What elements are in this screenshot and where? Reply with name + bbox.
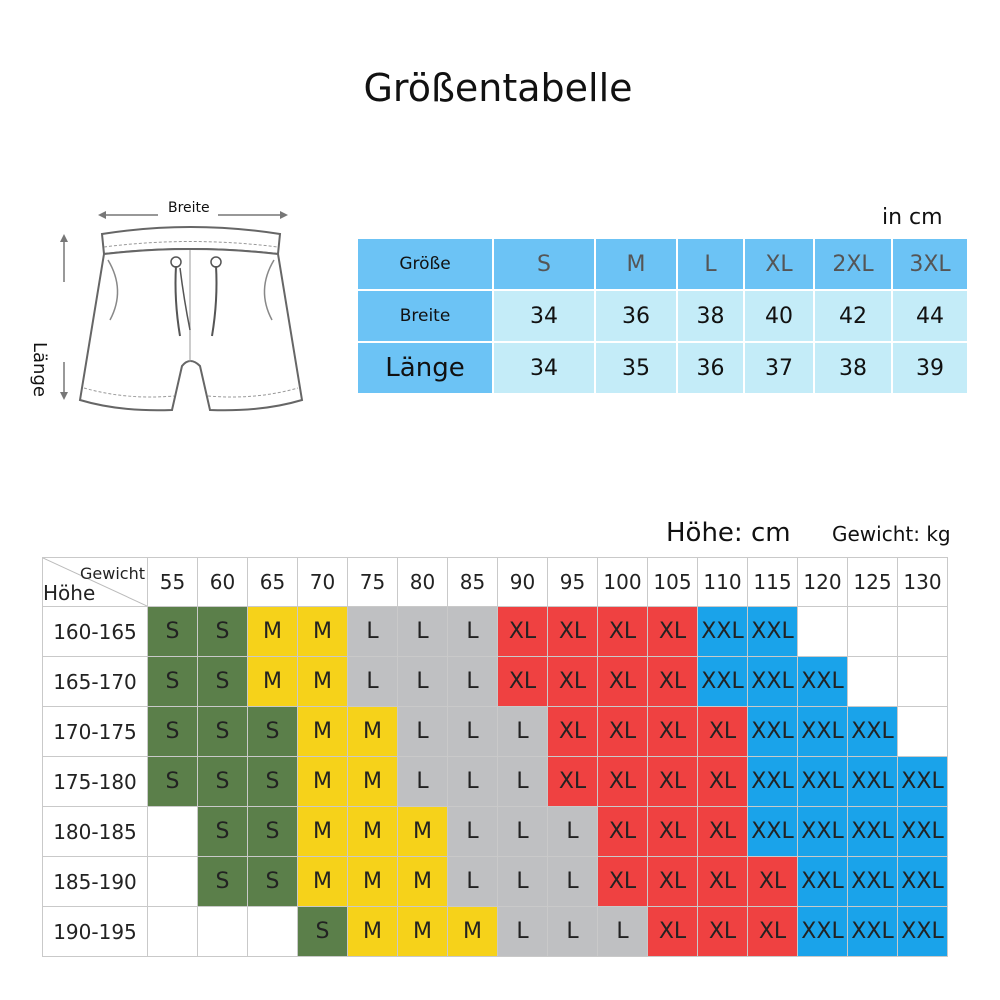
corner-height-label: Höhe [43,581,96,605]
size-cell: XL [748,857,798,907]
size-cell [898,607,948,657]
width-label: Breite [168,200,210,216]
size-cell: XXL [848,707,898,757]
size-cell: XL [744,238,814,290]
table-row [43,907,948,957]
size-cell: XL [598,857,648,907]
height-label: 180-185 [43,807,148,857]
size-cell: XL [548,757,598,807]
height-label: 185-190 [43,857,148,907]
size-cell: M [348,757,398,807]
size-cell: M [398,857,448,907]
size-cell: M [298,707,348,757]
size-cell: XXL [898,757,948,807]
size-cell [798,607,848,657]
size-cell: L [348,607,398,657]
size-cell: S [198,757,248,807]
size-cell: L [398,607,448,657]
size-cell: M [448,907,498,957]
value-cell: 37 [744,342,814,394]
weight-header: 120 [798,558,848,607]
size-cell [248,907,298,957]
value-cell: 42 [814,290,892,342]
size-cell: 2XL [814,238,892,290]
size-cell: L [448,857,498,907]
table-row [357,342,968,394]
size-cell: XL [598,657,648,707]
size-cell: XL [648,857,698,907]
table-row [43,807,948,857]
value-cell: 36 [595,290,677,342]
size-cell: S [198,607,248,657]
size-cell: S [148,707,198,757]
size-cell [148,857,198,907]
size-cell: XXL [898,807,948,857]
size-cell: XXL [898,907,948,957]
size-recommendation-grid [42,557,948,957]
size-cell: M [348,857,398,907]
size-cell [148,907,198,957]
size-cell: XXL [798,907,848,957]
size-cell: M [298,807,348,857]
size-cell: XL [698,757,748,807]
size-cell: S [198,657,248,707]
size-cell: XL [598,807,648,857]
size-cell: XL [698,907,748,957]
size-cell: XL [598,757,648,807]
size-cell: XL [598,707,648,757]
row-label: Länge [357,342,493,394]
size-cell: XL [648,807,698,857]
table-row [43,707,948,757]
size-cell: S [148,757,198,807]
size-cell: S [248,807,298,857]
size-cell: 3XL [892,238,968,290]
weight-header: 55 [148,558,198,607]
table-row [357,290,968,342]
size-cell: XL [748,907,798,957]
size-cell: XXL [848,857,898,907]
table-row [43,857,948,907]
corner-weight-label: Gewicht [80,564,145,583]
size-cell: XL [648,907,698,957]
weight-header: 110 [698,558,748,607]
size-cell: S [198,857,248,907]
size-cell: XXL [848,807,898,857]
table-header-row [43,558,948,607]
size-cell: S [248,857,298,907]
weight-header: 60 [198,558,248,607]
size-cell: XL [548,607,598,657]
size-cell: XL [498,657,548,707]
size-cell: XL [548,657,598,707]
size-cell: XXL [848,907,898,957]
size-cell: L [348,657,398,707]
size-cell: XXL [748,807,798,857]
size-cell: M [248,657,298,707]
size-cell: XXL [798,707,848,757]
size-cell: M [348,707,398,757]
size-cell: XXL [848,757,898,807]
weight-header: 115 [748,558,798,607]
size-cell: XL [648,707,698,757]
size-cell: XL [698,857,748,907]
weight-header: 80 [398,558,448,607]
size-cell: L [548,907,598,957]
size-cell: L [498,757,548,807]
size-cell: M [348,807,398,857]
height-label: 190-195 [43,907,148,957]
weight-header: 125 [848,558,898,607]
size-cell: L [448,657,498,707]
size-cell: XL [598,607,648,657]
value-cell: 39 [892,342,968,394]
weight-unit-label: Gewicht: kg [832,522,951,546]
size-cell: M [298,757,348,807]
size-cell: S [148,607,198,657]
size-cell: XXL [748,607,798,657]
page-title: Größentabelle [363,66,633,110]
row-label: Größe [357,238,493,290]
weight-header: 85 [448,558,498,607]
value-cell: 34 [493,290,595,342]
length-label: Länge [29,342,50,397]
size-cell: L [598,907,648,957]
size-cell: XXL [698,657,748,707]
size-cell: XL [648,607,698,657]
size-cell [848,657,898,707]
size-cell: S [493,238,595,290]
height-label: 165-170 [43,657,148,707]
size-cell: XXL [798,807,848,857]
size-cell: XXL [748,757,798,807]
table-row [43,607,948,657]
size-cell: XL [698,707,748,757]
size-cell: XXL [798,757,848,807]
size-cell: M [398,907,448,957]
weight-header: 130 [898,558,948,607]
size-cell: L [498,857,548,907]
size-cell: XXL [798,657,848,707]
height-label: 170-175 [43,707,148,757]
size-cell [148,807,198,857]
weight-header: 90 [498,558,548,607]
size-cell: M [398,807,448,857]
size-cell: M [595,238,677,290]
size-cell: L [448,807,498,857]
size-cell: L [398,657,448,707]
size-cell: M [248,607,298,657]
size-cell: S [248,707,298,757]
size-cell: XL [698,807,748,857]
size-measurement-table [356,237,969,395]
size-cell: S [298,907,348,957]
size-cell: XXL [898,857,948,907]
value-cell: 35 [595,342,677,394]
size-cell: XL [548,707,598,757]
table-row [43,657,948,707]
size-cell: S [248,757,298,807]
size-cell: XL [498,607,548,657]
size-cell: XL [648,757,698,807]
size-cell: L [498,807,548,857]
size-cell: L [498,907,548,957]
size-cell [898,707,948,757]
unit-label: in cm [882,205,943,230]
value-cell: 40 [744,290,814,342]
table-row [43,757,948,807]
size-cell: XL [648,657,698,707]
size-cell: L [398,707,448,757]
size-cell [198,907,248,957]
value-cell: 44 [892,290,968,342]
size-cell: XXL [748,657,798,707]
size-cell: L [398,757,448,807]
size-cell: S [198,707,248,757]
size-cell: L [548,857,598,907]
value-cell: 38 [814,342,892,394]
weight-header: 95 [548,558,598,607]
weight-header: 100 [598,558,648,607]
size-cell: L [448,757,498,807]
size-cell: S [198,807,248,857]
size-cell: L [498,707,548,757]
table-row [357,238,968,290]
row-label: Breite [357,290,493,342]
size-cell: M [348,907,398,957]
size-cell: L [448,607,498,657]
height-label: 175-180 [43,757,148,807]
weight-header: 105 [648,558,698,607]
size-cell: L [548,807,598,857]
height-label: 160-165 [43,607,148,657]
size-cell: M [298,657,348,707]
size-cell: M [298,607,348,657]
size-cell: L [677,238,744,290]
size-cell: M [298,857,348,907]
size-cell: L [448,707,498,757]
size-cell: S [148,657,198,707]
grid-corner [43,558,148,607]
size-cell: XXL [698,607,748,657]
weight-header: 75 [348,558,398,607]
size-cell: XXL [798,857,848,907]
weight-header: 65 [248,558,298,607]
height-unit-label: Höhe: cm [666,518,791,548]
size-cell [898,657,948,707]
size-cell: XXL [748,707,798,757]
value-cell: 36 [677,342,744,394]
value-cell: 38 [677,290,744,342]
shorts-illustration-icon [40,190,340,440]
weight-header: 70 [298,558,348,607]
size-cell [848,607,898,657]
value-cell: 34 [493,342,595,394]
